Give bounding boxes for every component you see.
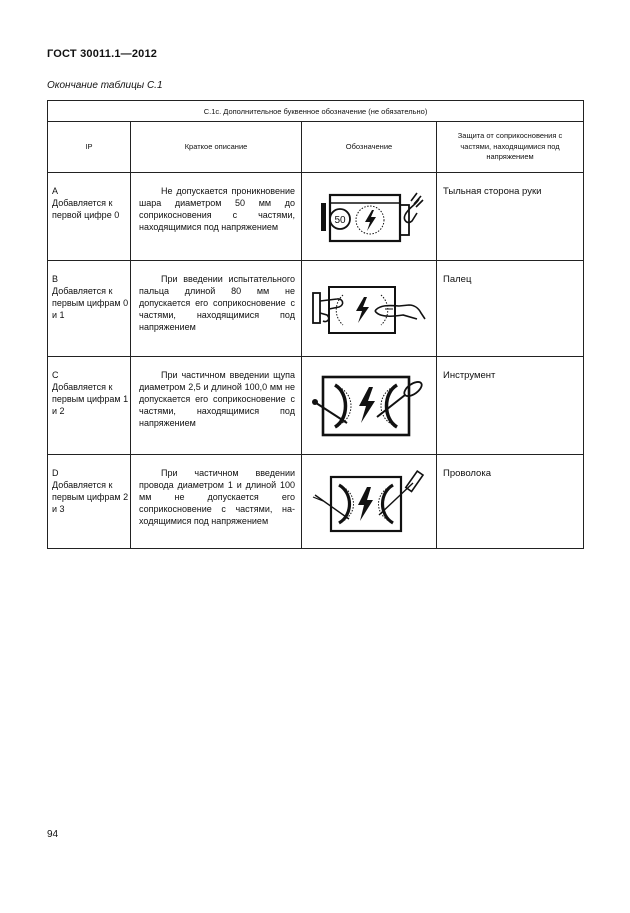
column-header-symbol: Обозначение	[302, 122, 437, 173]
ip-code-cell	[48, 357, 131, 455]
protection-cell	[437, 173, 584, 261]
sphere-label: 50	[334, 214, 346, 226]
column-header-ip: IP	[48, 122, 131, 173]
ip-code-table	[47, 100, 584, 549]
table-subtitle: С.1с. Дополнительное буквенное обозначение (не обязательно)	[48, 101, 584, 122]
symbol-cell	[302, 173, 437, 261]
page-number: 94	[47, 829, 59, 840]
table-row	[48, 357, 584, 455]
table-caption: Окончание таблицы С.1	[47, 80, 163, 91]
description-text: При введении испытательного пальца длиной 80 мм не допускается его соприкосновение с частями, находящимися под напряжением	[139, 274, 295, 332]
table-row	[48, 173, 584, 261]
sphere-50mm-icon	[313, 187, 425, 247]
wire-probe-icon	[309, 469, 429, 535]
table-row	[48, 261, 584, 357]
symbol-cell	[302, 455, 437, 549]
document-title: ГОСТ 30011.1—2012	[47, 48, 158, 60]
description-cell	[131, 261, 302, 357]
table-row	[48, 455, 584, 549]
protection-cell	[437, 455, 584, 549]
protection-cell	[437, 261, 584, 357]
ip-code-cell	[48, 173, 131, 261]
column-header-protection: Защита от соприкосновения с частями, находящимися под напряжением	[437, 122, 584, 173]
ip-code-text: B Добавляется к первым цифрам 0 и 1	[52, 274, 129, 320]
ip-code-text: C Добавляется к первым цифрам 1 и 2	[52, 370, 129, 416]
column-header-description: Краткое описание	[131, 122, 302, 173]
protection-cell	[437, 357, 584, 455]
ip-code-cell	[48, 455, 131, 549]
test-finger-icon	[309, 279, 429, 339]
ip-code-text: D Добавляется к первым цифрам 2 и 3	[52, 468, 129, 514]
symbol-cell	[302, 357, 437, 455]
description-cell	[131, 357, 302, 455]
protection-text: Тыльная сторона руки	[443, 186, 542, 197]
tool-probe-icon	[309, 373, 429, 439]
protection-text: Палец	[443, 274, 472, 285]
description-cell	[131, 455, 302, 549]
protection-text: Инструмент	[443, 370, 496, 381]
description-text: При частичном введении щупа диаметром 2,5 и длиной 100,0 мм не допускается его соприкосновение с частями, находящимися под напряжением	[139, 370, 295, 428]
table-header-row	[48, 122, 584, 173]
description-cell	[131, 173, 302, 261]
description-text: При частичном введении провода диаметром 1 и длиной 100 мм не допускается его соприкосновение с частями, находящимися под напряжением	[139, 468, 295, 526]
symbol-cell	[302, 261, 437, 357]
ip-code-text: A Добавляется к первой цифре 0	[52, 186, 120, 220]
protection-text: Проволока	[443, 468, 491, 479]
ip-code-cell	[48, 261, 131, 357]
description-text: Не допускается проникновение шара диаметром 50 мм до соприкосновения с частями, находящимися под напряжением	[139, 186, 295, 232]
